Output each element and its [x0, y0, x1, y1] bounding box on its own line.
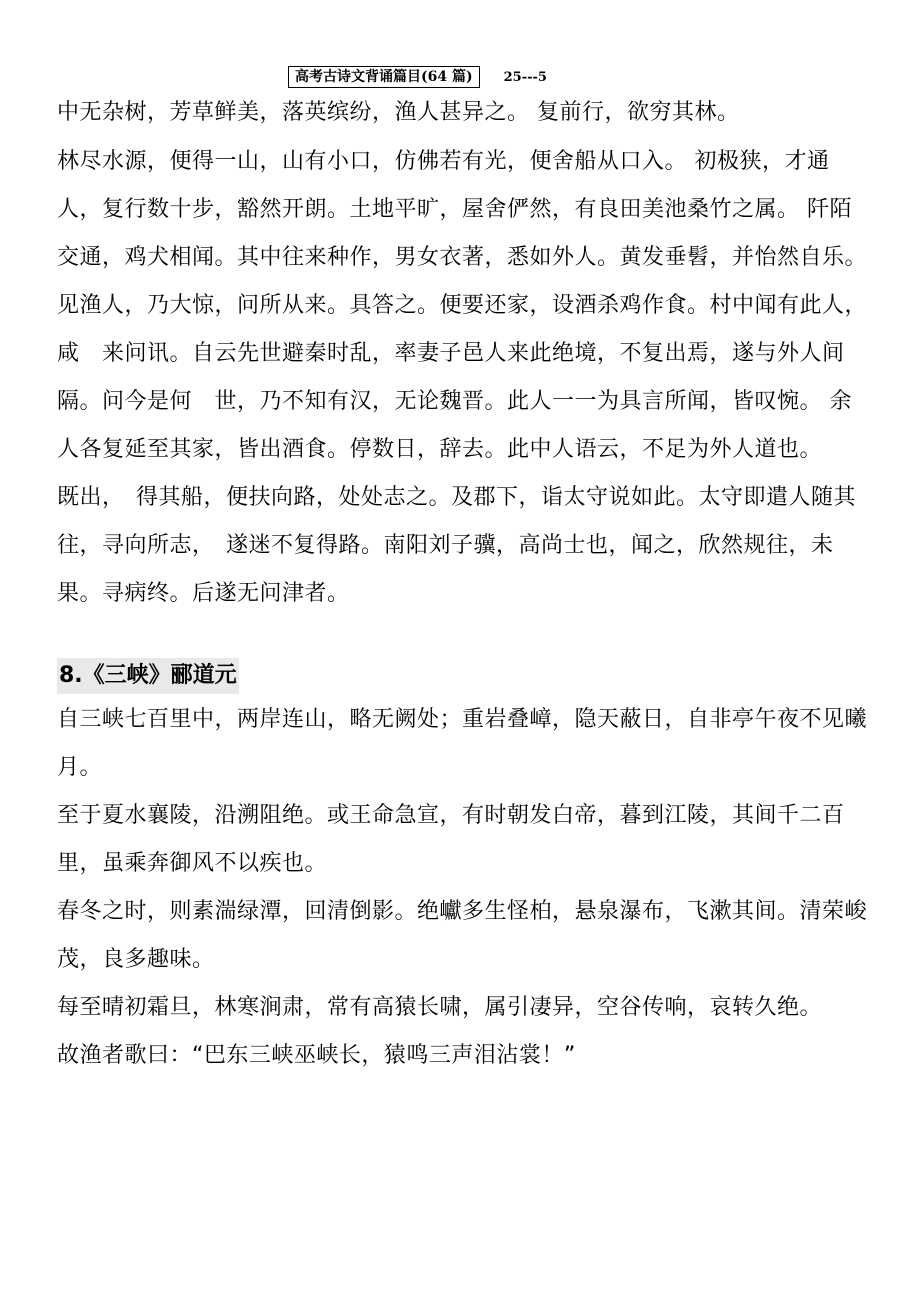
section-title-sanxia: 8.《三峡》郦道元 [57, 658, 239, 694]
taohuayuan-paragraph-2: 林尽水源，便得一山，山有小口，仿佛若有光，便舍船从口入。 初极狭，才通人，复行数十步，豁然开朗。土地平旷，屋舍俨然，有良田美池桑竹之属。 阡陌交通，鸡犬相闻。其中往来种作，男女衣著，悉如外人。黄发垂髫，并怡然自乐。 [57, 149, 868, 270]
sanxia-heading-row [57, 658, 867, 694]
sanxia-paragraph-4: 每至晴初霜旦，林寒涧肃，常有高猿长啸，属引凄异，空谷传响，哀转久绝。 [57, 995, 823, 1020]
taohuayuan-paragraph-3: 见渔人，乃大惊，问所从来。具答之。便要还家，设酒杀鸡作食。村中闻有此人，咸 来问讯。自云先世避秦时乱，率妻子邑人来此绝境，不复出焉，遂与外人间隔。问今是何 世，乃不知有汉，无论魏晋。此人一一为具言所闻，皆叹惋。 余人各复延至其家，皆出酒食。停数日，辞去。此中人语云，不足为外人道也。 [57, 293, 868, 462]
taohuayuan-paragraph-4: 既出， 得其船，便扶向路，处处志之。及郡下，诣太守说如此。太守即遣人随其往，寻向所志， 遂迷不复得路。南阳刘子骥，高尚士也，闻之，欣然规往，未果。寻病终。后遂无问津者。 [57, 485, 857, 606]
document-body [57, 90, 867, 1080]
sanxia-paragraph-2: 至于夏水襄陵，沿溯阻绝。或王命急宣，有时朝发白帝，暮到江陵，其间千二百里，虽乘奔御风不以疾也。 [57, 803, 845, 876]
sanxia-paragraph-1: 自三峡七百里中，两岸连山，略无阙处；重岩叠嶂，隐天蔽日，自非亭午夜不见曦月。 [57, 707, 868, 780]
page-header [288, 66, 547, 88]
sanxia-paragraph-5: 故渔者歌曰：“巴东三峡巫峡长，猿鸣三声泪沾裳！” [57, 1043, 576, 1068]
page-number: 25---5 [503, 69, 547, 85]
taohuayuan-paragraph-1: 中无杂树，芳草鲜美，落英缤纷，渔人甚异之。 复前行，欲穷其林。 [57, 100, 740, 125]
document-title: 高考古诗文背诵篇目(64 篇) [288, 66, 480, 88]
sanxia-paragraph-3: 春冬之时，则素湍绿潭，回清倒影。绝巘多生怪柏，悬泉瀑布，飞漱其间。清荣峻茂，良多趣味。 [57, 899, 868, 972]
